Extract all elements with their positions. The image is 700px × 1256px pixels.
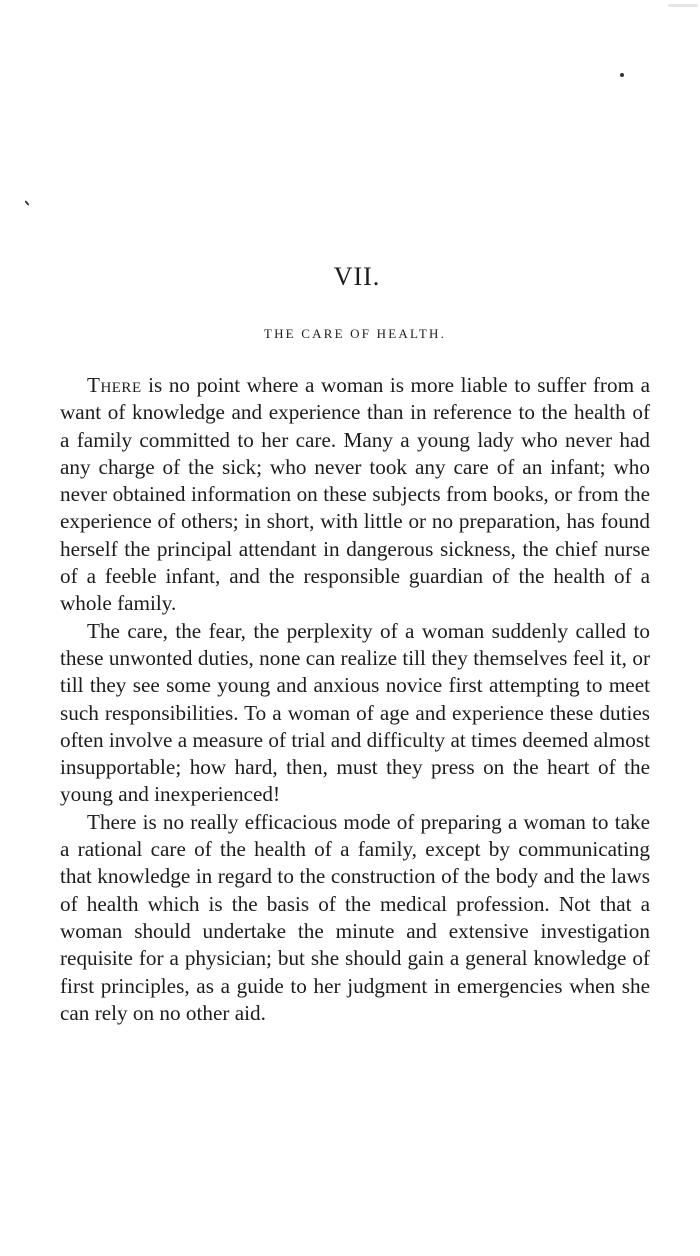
- scan-mark: [668, 4, 698, 7]
- chapter-body: [60, 372, 650, 1027]
- paragraph-2: [60, 618, 650, 809]
- ink-speck: [24, 200, 29, 206]
- chapter-title: THE CARE OF HEALTH.: [263, 326, 447, 341]
- paragraph-1: [60, 372, 650, 618]
- paragraph-text: There is no really efficacious mode of preparing a woman to take a rational care of the health of a family, except by communicating that knowledge in regard to the construction of the body and the laws of health which is the basis of the medical profession. Not that a woman should undertake the minute and extensive investigation requisite for a physician; but she should gain a general knowledge of first principles, as a guide to her judgment in emergencies when she can rely on no other aid.: [60, 809, 650, 1025]
- chapter-number: VII.: [333, 262, 381, 291]
- paragraph-text: is no point where a woman is more liable to suffer from a want of knowledge and experience than in reference to the health of a family committed to her care. Many a young lady who never had any charge of the sick; who never took any care of an infant; who never obtained information on these subjects from books, or from the experience of others; in short, with little or no preparation, has found herself the principal attendant in dangerous sickness, the chief nurse of a feeble infant, and the responsible guardian of the health of a whole family.: [60, 373, 650, 616]
- ink-speck: [620, 73, 624, 77]
- paragraph-text: The care, the fear, the perplexity of a woman suddenly called to these unwonted duties, none can realize till they themselves feel it, or till they see some young and anxious novice first attempting to meet such responsibilities. To a woman of age and experience these duties often involve a measure of trial and difficulty at times deemed almost insupportable; how hard, then, must they press on the heart of the young and inexperienced!: [60, 618, 650, 807]
- drop-lead-word: There: [87, 373, 142, 397]
- paragraph-3: [60, 809, 650, 1027]
